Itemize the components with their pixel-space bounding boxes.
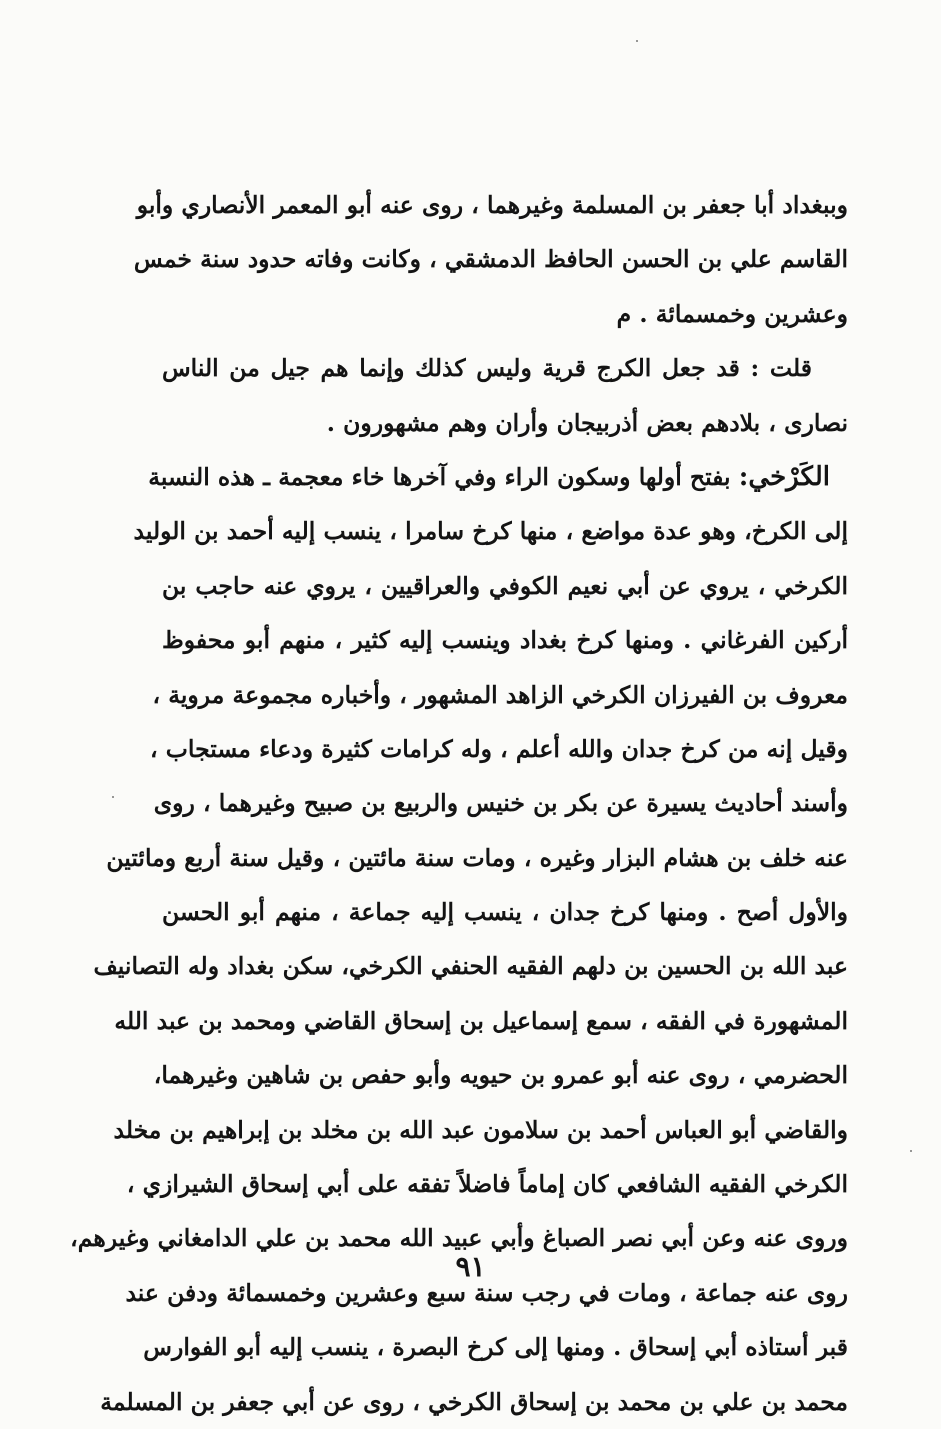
text-line: وروى عنه وعن أبي نصر الصباغ وأبي عبيد الله محمد بن علي الدامغاني وغيرهم، <box>70 1224 848 1253</box>
text-line: المشهورة في الفقه ، سمع إسماعيل بن إسحاق القاضي ومحمد بن عبد الله <box>114 1006 848 1035</box>
text-line: وقيل إنه من كرخ جدان والله أعلم ، وله كرامات كثيرة ودعاء مستجاب ، <box>150 734 848 763</box>
text-line: أركين الفرغاني . ومنها كرخ بغداد وينسب إليه كثير ، منهم أبو محفوظ <box>162 626 848 655</box>
body-text <box>70 178 848 1429</box>
paper-speck <box>910 1150 912 1152</box>
text-line: قبر أستاذه أبي إسحاق . ومنها إلى كرخ البصرة ، ينسب إليه أبو الفوارس <box>143 1333 848 1362</box>
paper-speck <box>636 40 638 42</box>
text-line: القاسم علي بن الحسن الحافظ الدمشقي ، وكانت وفاته حدود سنة خمس <box>133 245 848 274</box>
text-line: عنه خلف بن هشام البزار وغيره ، ومات سنة مائتين ، وقيل سنة أربع ومائتين <box>106 843 848 872</box>
paper-speck <box>112 796 114 798</box>
text-line: وعشرين وخمسمائة . م <box>616 299 848 328</box>
entry-line <box>148 450 848 504</box>
text-line: نصارى ، بلادهم بعض أذربيجان وأران وهم مشهورون . <box>326 408 848 437</box>
text-line: إلى الكرخ، وهو عدة مواضع ، منها كرخ سامرا ، ينسب إليه أحمد بن الوليد <box>133 517 848 546</box>
text-line: معروف بن الفيرزان الكرخي الزاهد المشهور ، وأخباره مجموعة مروية ، <box>152 680 848 709</box>
text-line: عبد الله بن الحسين بن دلهم الفقيه الحنفي الكرخي، سكن بغداد وله التصانيف <box>93 952 848 981</box>
text-line: قلت : قد جعل الكرج قرية وليس كذلك وإنما هم جيل من الناس <box>162 354 812 383</box>
text-line: وأسند أحاديث يسيرة عن بكر بن خنيس والربيع بن صبيح وغيرهما ، روى <box>153 789 848 818</box>
text-line: بفتح أولها وسكون الراء وفي آخرها خاء معجمة ـ هذه النسبة <box>148 462 731 491</box>
entry-lemma: الكَرْخي: <box>738 461 830 492</box>
text-line: والأول أصح . ومنها كرخ جدان ، ينسب إليه جماعة ، منهم أبو الحسن <box>162 898 848 927</box>
page-number: ٩١ <box>455 1250 486 1283</box>
text-line: الحضرمي ، روى عنه أبو عمرو بن حيويه وأبو حفص بن شاهين وغيرهما، <box>153 1061 848 1090</box>
text-line: الكرخي ، يروي عن أبي نعيم الكوفي والعراقيين ، يروي عنه حاجب بن <box>162 571 848 600</box>
text-line: والقاضي أبو العباس أحمد بن سلامون عبد الله بن مخلد بن إبراهيم بن مخلد <box>113 1115 848 1144</box>
text-line: محمد بن علي بن محمد بن إسحاق الكرخي ، روى عن أبي جعفر بن المسلمة <box>100 1387 848 1416</box>
text-line: وببغداد أبا جعفر بن المسلمة وغيرهما ، روى عنه أبو المعمر الأنصاري وأبو <box>136 191 848 219</box>
text-line: الكرخي الفقيه الشافعي كان إماماً فاضلاً تفقه على أبي إسحاق الشيرازي ، <box>126 1170 848 1199</box>
text-line: روى عنه جماعة ، ومات في رجب سنة سبع وعشرين وخمسمائة ودفن عند <box>125 1278 848 1307</box>
